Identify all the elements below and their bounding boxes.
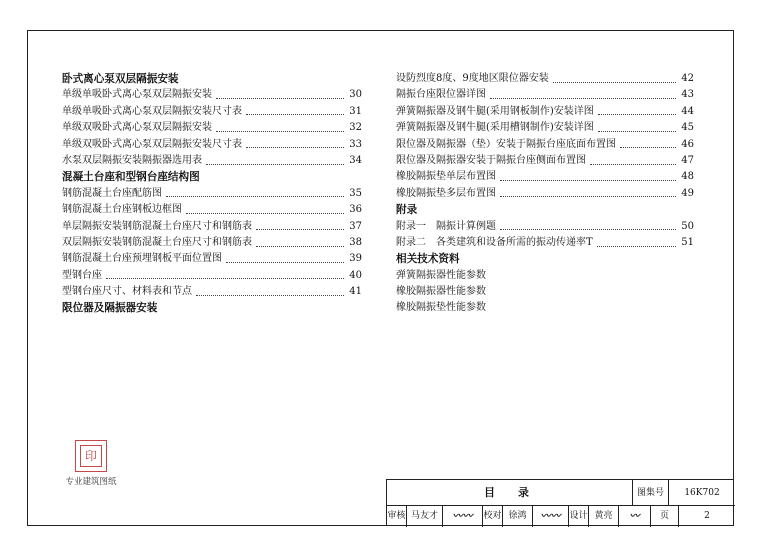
- toc-entry: [396, 186, 694, 202]
- toc-entry: [396, 87, 694, 103]
- toc-entry-title: 水泵双层隔振安装隔振器选用表: [62, 154, 202, 166]
- toc-entry-title: 弹簧隔振器及钢牛腿(采用钢板制作)安装详图: [396, 105, 594, 117]
- toc-entry: [396, 235, 694, 251]
- dot-leader: [186, 213, 344, 214]
- toc-entry-page: 38: [349, 236, 362, 248]
- dot-leader: [598, 131, 676, 132]
- toc-entry-page: 43: [681, 89, 694, 101]
- designer-name: 黄亮: [589, 506, 619, 527]
- toc-entry-page: 51: [681, 236, 694, 248]
- toc-left-column: [62, 71, 362, 317]
- toc-entry-page: 40: [349, 269, 362, 281]
- toc-entry-title: 限位器及隔振器安装于隔振台座侧面布置图: [396, 154, 586, 166]
- toc-entry-title: 单级双吸卧式离心泵双层隔振安装: [62, 122, 212, 134]
- toc-entry-page: 34: [349, 154, 362, 166]
- toc-entry-title: 型钢台座尺寸、材料表和节点: [62, 286, 192, 298]
- page-label: 页: [651, 506, 679, 527]
- check-label: 校对: [483, 506, 503, 527]
- dot-leader: [166, 196, 344, 197]
- section-heading: 混凝土台座和型钢台座结构图: [62, 171, 200, 184]
- toc-entry-page: 48: [681, 171, 694, 183]
- toc-entry: [62, 268, 362, 284]
- reviewer-signature: 〰〰: [443, 506, 483, 527]
- toc-entry: [396, 219, 694, 235]
- toc-entry-title: 单级单吸卧式离心泵双层隔振安装: [62, 89, 212, 101]
- dot-leader: [256, 246, 344, 247]
- toc-entry-page: 37: [349, 220, 362, 232]
- title-block-title: 目 录: [387, 480, 633, 506]
- toc-entry: [62, 186, 362, 202]
- toc-entry: [396, 169, 694, 185]
- review-label: 审核: [387, 506, 407, 527]
- dot-leader: [106, 278, 344, 279]
- toc-entry-page: 45: [681, 122, 694, 134]
- stamp-text: 专业建筑图纸: [65, 477, 117, 487]
- signature-row: [387, 506, 735, 527]
- toc-entry-title: 钢筋混凝土台座预埋钢板平面位置图: [62, 253, 222, 265]
- toc-entry: [396, 104, 694, 120]
- checker-signature: 〰〰: [533, 506, 569, 527]
- toc-entry-page: 31: [349, 105, 362, 117]
- toc-entry: [62, 251, 362, 267]
- dot-leader: [206, 164, 344, 165]
- toc-entry-title: 单级单吸卧式离心泵双层隔振安装尺寸表: [62, 105, 242, 117]
- toc-entry-title: 单层隔振安装钢筋混凝土台座尺寸和钢筋表: [62, 220, 252, 232]
- toc-entry-title: 设防烈度8度、9度地区限位器安装: [396, 73, 549, 84]
- toc-entry-title: 钢筋混凝土台座配筋图: [62, 187, 162, 199]
- dot-leader: [500, 196, 676, 197]
- toc-entry-page: 44: [681, 105, 694, 117]
- toc-entry-title: 钢筋混凝土台座钢板边框图: [62, 204, 182, 216]
- dot-leader: [490, 98, 676, 99]
- toc-entry-page: 42: [681, 73, 694, 84]
- dot-leader: [590, 164, 676, 165]
- toc-entry: [62, 153, 362, 169]
- section-heading: 卧式离心泵双层隔振安装: [62, 73, 179, 85]
- dot-leader: [226, 262, 344, 263]
- toc-entry: [62, 219, 362, 235]
- section-heading: 附录: [396, 204, 418, 217]
- dot-leader: [256, 229, 344, 230]
- toc-entry: [62, 284, 362, 300]
- designer-signature: 〰: [619, 506, 651, 527]
- toc-entry-title: 单级双吸卧式离心泵双层隔振安装尺寸表: [62, 138, 242, 150]
- toc-entry-page: 32: [349, 122, 362, 134]
- toc-entry-title: 双层隔振安装钢筋混凝土台座尺寸和钢筋表: [62, 236, 252, 248]
- dot-leader: [620, 147, 676, 148]
- toc-entry-title: 弹簧隔振器及钢牛腿(采用槽钢制作)安装详图: [396, 122, 594, 134]
- dot-leader: [216, 131, 344, 132]
- toc-entry-page: 30: [349, 89, 362, 101]
- atlas-number-label: 图集号: [633, 480, 669, 506]
- toc-entry: [62, 120, 362, 136]
- dot-leader: [246, 114, 344, 115]
- toc-entry-page: 36: [349, 204, 362, 216]
- toc-item: 橡胶隔振器性能参数: [396, 286, 486, 298]
- dot-leader: [553, 82, 676, 83]
- toc-entry: [396, 153, 694, 169]
- toc-entry-page: 47: [681, 154, 694, 166]
- toc-item: 橡胶隔振垫性能参数: [396, 302, 486, 314]
- dot-leader: [597, 246, 676, 247]
- toc-entry-page: 41: [349, 286, 362, 298]
- dot-leader: [246, 147, 344, 148]
- dot-leader: [216, 98, 344, 99]
- seal-logo-icon: 印: [75, 440, 107, 472]
- dot-leader: [196, 295, 344, 296]
- toc-entry-page: 46: [681, 138, 694, 150]
- toc-right-column: [396, 71, 694, 317]
- toc-item: 弹簧隔振器性能参数: [396, 269, 486, 281]
- section-heading: 限位器及隔振器安装: [62, 302, 158, 315]
- title-block: [386, 479, 734, 526]
- toc-entry-page: 50: [681, 220, 694, 232]
- toc-entry-title: 隔振台座限位器详图: [396, 89, 486, 101]
- toc-entry: [396, 137, 694, 153]
- toc-entry-page: 33: [349, 138, 362, 150]
- design-label: 设计: [569, 506, 589, 527]
- checker-name: 徐鸿: [503, 506, 533, 527]
- publisher-stamp: [59, 440, 123, 487]
- page-number: 2: [704, 511, 710, 521]
- toc-entry-page: 39: [349, 253, 362, 265]
- toc-entry-page: 35: [349, 187, 362, 199]
- toc-entry: [62, 202, 362, 218]
- toc-entry-title: 限位器及隔振器（垫）安装于隔振台座底面布置图: [396, 138, 616, 150]
- toc-entry: [62, 87, 362, 103]
- reviewer-name: 马友才: [407, 506, 443, 527]
- dot-leader: [500, 180, 676, 181]
- dot-leader: [500, 229, 676, 230]
- toc-entry: [396, 120, 694, 136]
- section-heading: 相关技术资料: [396, 253, 460, 266]
- toc-entry-page: 49: [681, 187, 694, 199]
- toc-entry-title: 橡胶隔振垫单层布置图: [396, 171, 496, 183]
- toc-entry-title: 型钢台座: [62, 269, 102, 281]
- dot-leader: [598, 114, 676, 115]
- toc-entry: [396, 71, 694, 87]
- toc-entry: [62, 104, 362, 120]
- toc-entry-title: 附录一 隔振计算例题: [396, 220, 496, 232]
- toc-entry-title: 附录二 各类建筑和设备所需的振动传递率T: [396, 236, 593, 248]
- toc-entry: [62, 137, 362, 153]
- toc-entry: [62, 235, 362, 251]
- atlas-number: 16K702: [669, 480, 735, 506]
- toc-entry-title: 橡胶隔振垫多层布置图: [396, 187, 496, 199]
